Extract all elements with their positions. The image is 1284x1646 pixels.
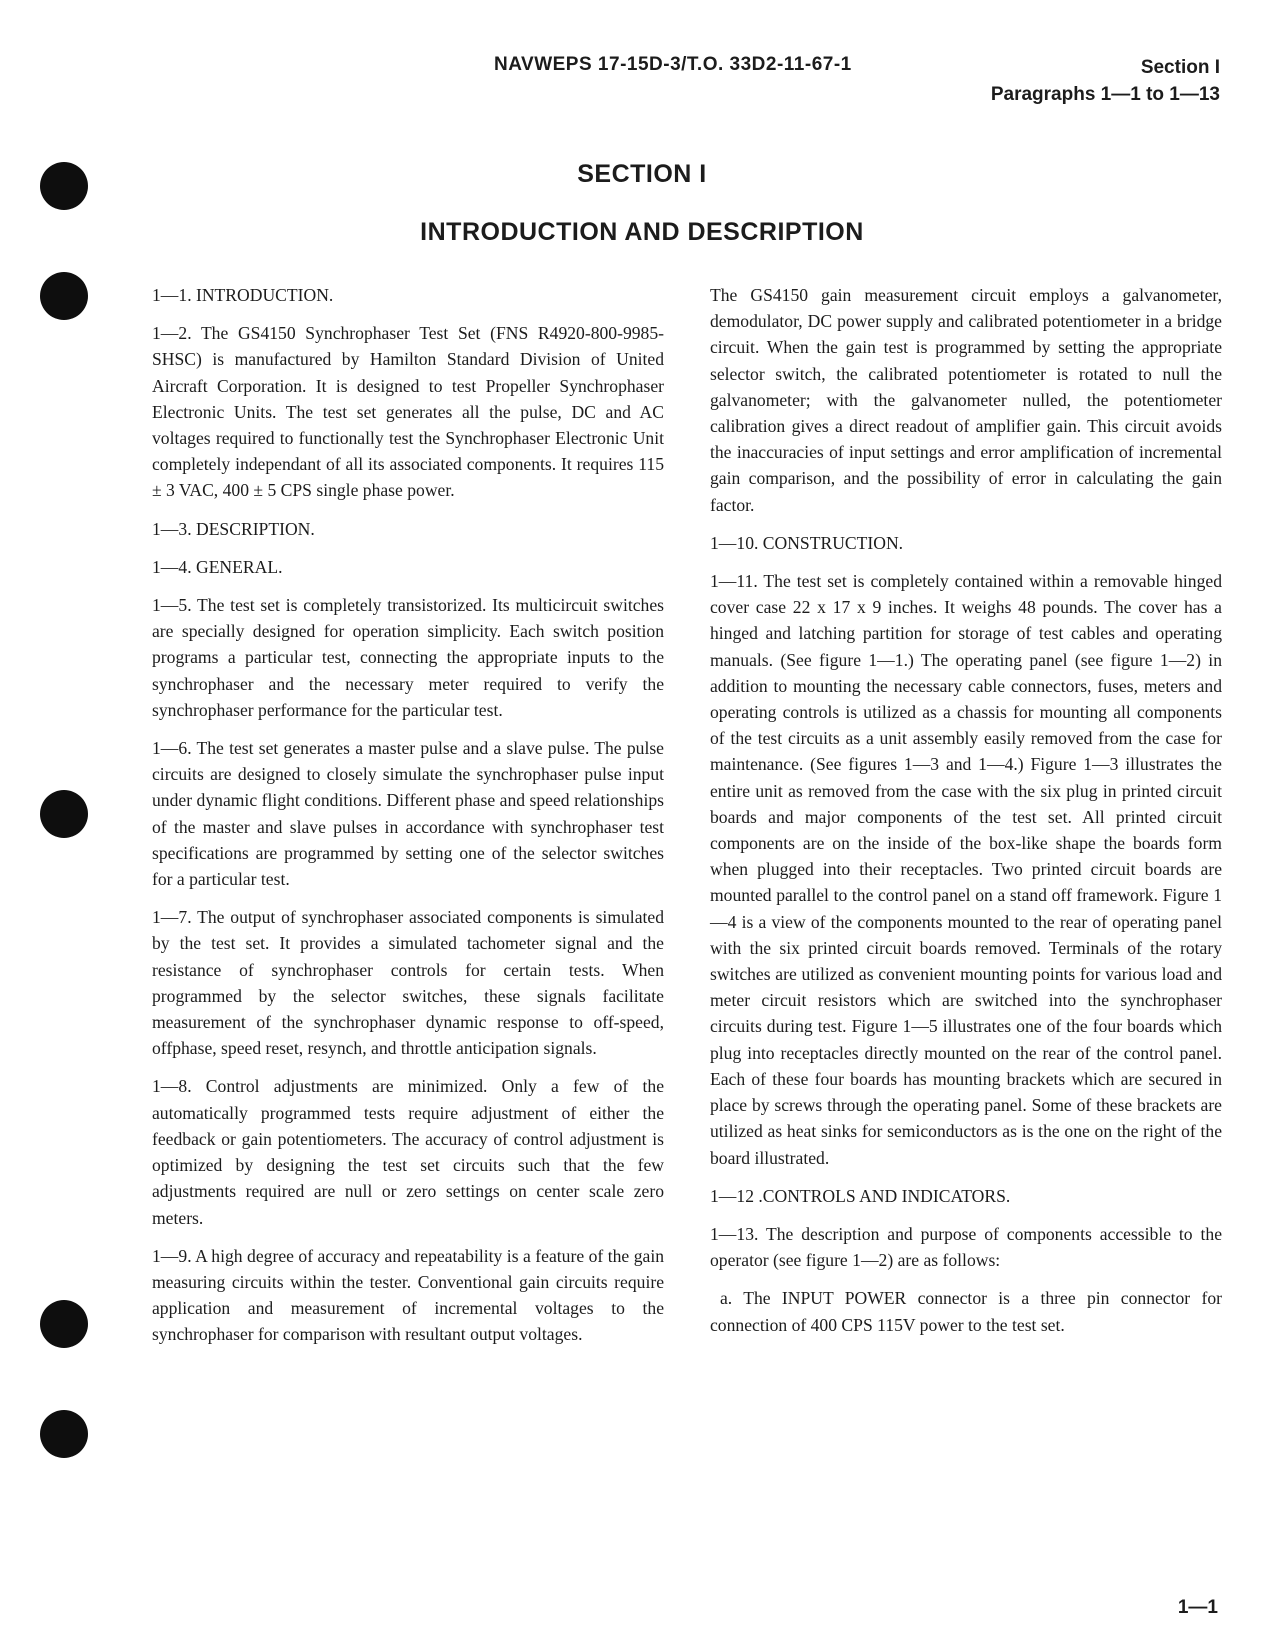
paragraph-1-6: 1—6. The test set generates a master pulse and a slave pulse. The pulse circuits are designed to closely simulate the synchrophaser pulse input under dynamic flight conditions. Different phase and speed relationships of the master and slave pulses in accordance with synchrophaser test specifications are programmed by setting one of the selector switches for a particular test. xyxy=(152,738,664,890)
header-right xyxy=(991,54,1220,108)
heading-introduction: 1—1. INTRODUCTION. xyxy=(152,285,334,305)
heading-description: 1—3. DESCRIPTION. xyxy=(152,518,315,539)
paragraph-1-11: 1—11. The test set is completely contained within a removable hinged cover case 22 x 17 x 9 inches. It weighs 48 pounds. The cover has a hinged and latching partition for storage of test cables and operating manuals. (See figure 1—1.) The operating panel (see figure 1—2) in addition to mounting the necessary cable connectors, fuses, meters and operating controls is utilized as a chassis for mounting all components of the test circuits as a unit assembly easily removed from the case for maintenance. (See figures 1—3 and 1—4.) Figure 1—3 illustrates the entire unit as removed from the case with the six plug in printed circuit boards and major components of the test set. All printed circuit components are on the inside of the box-like shape the boards form when plugged into their receptacles. Two printed circuit boards are mounted parallel to the control panel on a stand off framework. Figure 1—4 is a view of the components mounted to the rear of operating panel with the six printed circuit boards removed. Terminals of the rotary switches are utilized as convenient mounting points for various load and meter circuit resistors which are switched into the synchrophaser circuits during test. Figure 1—5 illustrates one of the four boards which plug into receptacles directly mounted on the rear of the control panel. Each of these four boards has mounting brackets which are secured in place by screws through the operating panel. Some of these brackets are utilized as heat sinks for semiconductors as is the one on the right of the board illustrated. xyxy=(710,571,1222,1168)
paragraph-1-13: 1—13. The description and purpose of components accessible to the operator (see figure 1—2) are as follows: xyxy=(710,1223,1222,1271)
paragraph-1-2: 1—2. The GS4150 Synchrophaser Test Set (FNS R4920-800-9985-SHSC) is manufactured by Hamilton Standard Division of United Aircraft Corporation. It is designed to test Propeller Synchrophaser Electronic Units. The test set generates all the pulse, DC and AC voltages required to functionally test the Synchrophaser Electronic Unit completely independant of all its associated components. It requires 115 ± 3 VAC, 400 ± 5 CPS single phase power. xyxy=(152,323,664,501)
heading-general: 1—4. GENERAL. xyxy=(152,556,283,577)
paragraph-1-5: 1—5. The test set is completely transistorized. Its multicircuit switches are specially designed for operation simplicity. Each switch position programs a particular test, connecting the appropriate inputs to the synchrophaser and the necessary meter required to verify the synchrophaser performance for the particular test. xyxy=(152,595,664,720)
binder-hole-2 xyxy=(40,272,88,320)
page-number: 1—1 xyxy=(1177,1597,1218,1618)
paragraph-1-9-continued: The GS4150 gain measurement circuit employs a galvanometer, demodulator, DC power supply and calibrated potentiometer in a bridge circuit. When the gain test is programmed by setting the appropriate selector switch, the calibrated potentiometer is rotated to null the galvanometer; with the galvanometer nulled, the potentiometer calibration gives a direct readout of amplifier gain. This circuit avoids the inaccuracies of input settings and error amplification of incremental gain comparison, and the possibility of error in calculating the gain factor. xyxy=(710,285,1222,515)
binder-hole-3 xyxy=(40,790,88,838)
left-column xyxy=(152,282,664,1360)
heading-controls-and-indicators: 1—12 .CONTROLS AND INDICATORS. xyxy=(710,1185,1011,1206)
section-subtitle: INTRODUCTION AND DESCRIPTION xyxy=(420,218,864,246)
paragraph-1-9: 1—9. A high degree of accuracy and repeatability is a feature of the gain measuring circuits within the tester. Conventional gain circuits require application and measurement of incremental voltages to the synchrophaser for comparison with resultant output voltages. xyxy=(152,1245,664,1345)
document-number: NAVWEPS 17-15D-3/T.O. 33D2-11-67-1 xyxy=(494,54,852,75)
paragraph-1-8: 1—8. Control adjustments are minimized. Only a few of the automatically programmed tests require adjustment of either the feedback or gain potentiometers. The accuracy of control adjustment is optimized by designing the test set circuits such that the few adjustments required are null or zero settings on center scale zero meters. xyxy=(152,1076,664,1228)
item-a-input-power: a. The INPUT POWER connector is a three pin connector for connection of 400 CPS 115V power to the test set. xyxy=(710,1288,1222,1335)
section-label: Section I xyxy=(1140,57,1220,78)
binder-hole-5 xyxy=(40,1410,88,1458)
binder-hole-4 xyxy=(40,1300,88,1348)
paragraph-range: Paragraphs 1—1 to 1—13 xyxy=(990,84,1220,105)
right-column xyxy=(710,282,1222,1350)
heading-construction: 1—10. CONSTRUCTION. xyxy=(710,532,904,553)
paragraph-1-7: 1—7. The output of synchrophaser associated components is simulated by the test set. It provides a simulated tachometer signal and the resistance of synchrophaser controls for certain tests. When programmed by the selector switches, these signals facilitate measurement of the synchrophaser dynamic response to off-speed, offphase, speed reset, resynch, and throttle anticipation signals. xyxy=(152,907,664,1059)
section-title: SECTION I xyxy=(577,160,707,188)
